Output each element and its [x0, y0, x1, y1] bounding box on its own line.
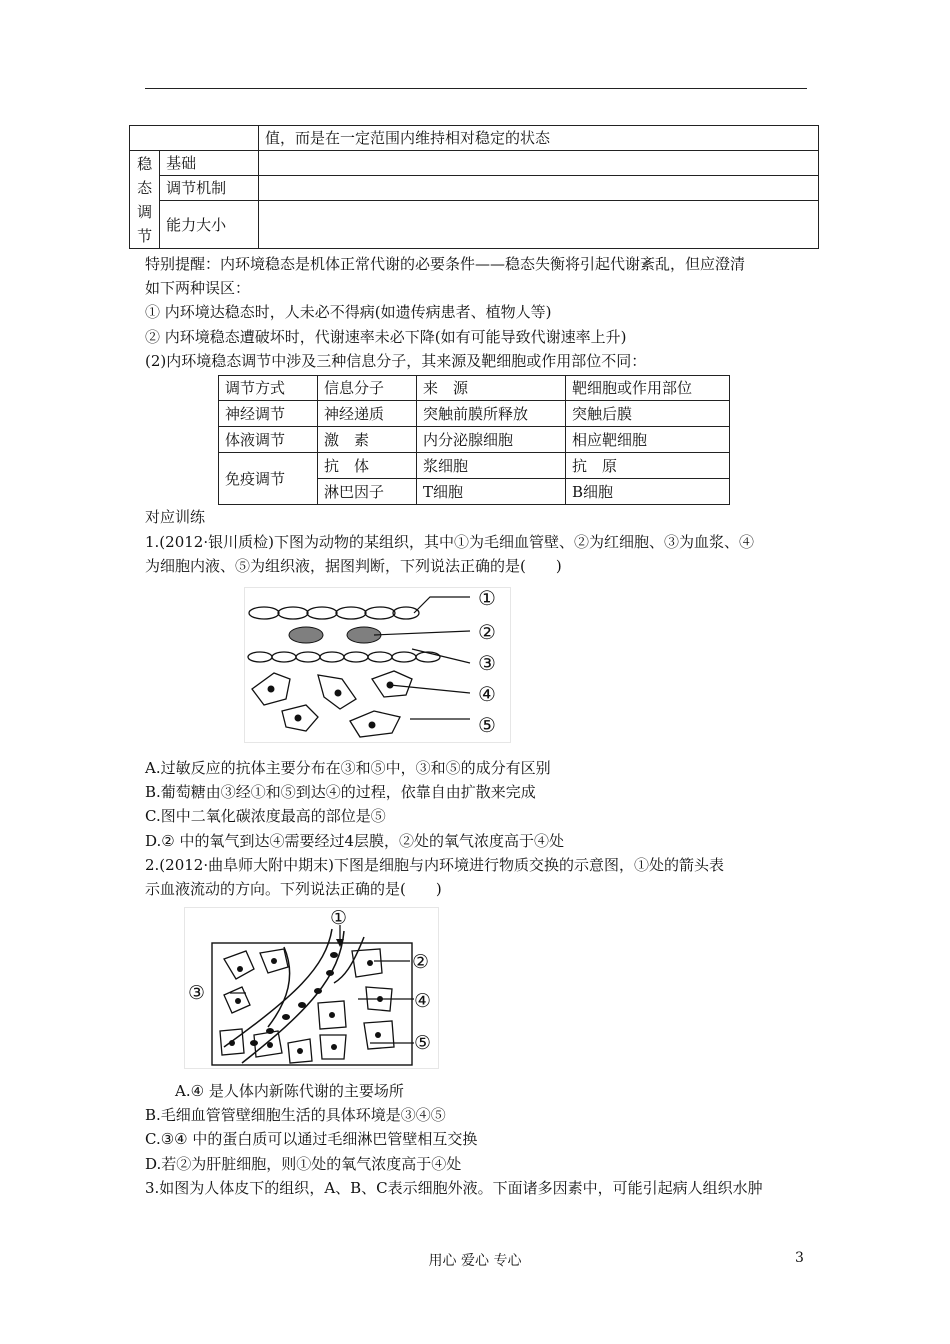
- table1-row-label: 调节机制: [160, 176, 259, 201]
- fig1-label: ①: [478, 587, 496, 610]
- q1-option-a: A.过敏反应的抗体主要分布在③和⑤中，③和⑤的成分有区别: [145, 759, 551, 777]
- q2-line1: 2.(2012·曲阜师大附中期末)下图是细胞与内环境进行物质交换的示意图，①处的箭头表: [145, 856, 724, 874]
- header-rule: [145, 88, 807, 89]
- q1-line1: 1.(2012·银川质检)下图为动物的某组织，其中①为毛细血管壁、②为红细胞、③为血浆、④: [145, 533, 754, 551]
- q2-option-c: C.③④ 中的蛋白质可以通过毛细淋巴管壁相互交换: [145, 1130, 478, 1148]
- table2-cell: 免疫调节: [219, 453, 318, 505]
- side-char: 节: [137, 226, 153, 245]
- table1-row-value: [259, 176, 819, 201]
- table1-side-label: [130, 151, 160, 249]
- label-leaders: [230, 961, 414, 1043]
- table1-empty-cell: [130, 126, 259, 151]
- table2-cell: 激 素: [318, 427, 417, 453]
- table2-cell: 突触后膜: [566, 401, 730, 427]
- fig2-label: ②: [412, 951, 430, 973]
- capillary-wall-top: [249, 607, 419, 619]
- point1: ① 内环境达稳态时，人未必不得病(如遗传病患者、植物人等): [145, 303, 552, 321]
- table2-cell: 相应靶细胞: [566, 427, 730, 453]
- fig1-label: ②: [478, 620, 496, 644]
- q3-line1: 3.如图为人体皮下的组织，A、B、C表示细胞外液。下面诸多因素中，可能引起病人组织水肿: [145, 1179, 763, 1197]
- table2-cell: 神经递质: [318, 401, 417, 427]
- table2-cell: T细胞: [417, 479, 566, 505]
- point2: ② 内环境稳态遭破坏时，代谢速率未必下降(如有可能导致代谢速率上升): [145, 328, 627, 346]
- tip-line1: 特别提醒：内环境稳态是机体正常代谢的必要条件——稳态失衡将引起代谢紊乱，但应澄清: [145, 255, 746, 273]
- q2-option-d: D.若②为肝脏细胞，则①处的氧气浓度高于④处: [145, 1155, 462, 1173]
- red-blood-cell: [289, 627, 323, 643]
- side-char: 态: [137, 178, 153, 197]
- page-number: 3: [795, 1250, 804, 1266]
- table1-row-label: 基础: [160, 151, 259, 176]
- table2-cell: 浆细胞: [417, 453, 566, 479]
- q1-line2: 为细胞内液、⑤为组织液，据图判断，下列说法正确的是( ): [145, 557, 562, 575]
- table2-cell: B细胞: [566, 479, 730, 505]
- table2-cell: 内分泌腺细胞: [417, 427, 566, 453]
- table2-cell: 抗 原: [566, 453, 730, 479]
- footer-text: 用心 爱心 专心: [428, 1253, 522, 1269]
- table1-row-value: [259, 151, 819, 176]
- fig2-label: ⑤: [414, 1032, 432, 1054]
- blood-cells: [229, 952, 383, 1054]
- table2-header: 调节方式: [219, 376, 318, 401]
- table1-row0-text: 值，而是在一定范围内维持相对稳定的状态: [259, 126, 819, 151]
- point3: (2)内环境稳态调节中涉及三种信息分子，其来源及靶细胞或作用部位不同：: [145, 352, 647, 370]
- homeostasis-table: [129, 125, 819, 249]
- fig1-label: ③: [478, 651, 496, 675]
- q2-option-b: B.毛细血管管壁细胞生活的具体环境是③④⑤: [145, 1106, 446, 1124]
- table2-cell: 体液调节: [219, 427, 318, 453]
- table2-cell: 突触前膜所释放: [417, 401, 566, 427]
- tissue-cells: [252, 671, 412, 737]
- tip-line2: 如下两种误区：: [145, 279, 251, 297]
- side-char: 稳: [137, 154, 153, 173]
- table1-row-value: [259, 201, 819, 249]
- table2-header: 信息分子: [318, 376, 417, 401]
- exchange-figure-2: [184, 907, 440, 1070]
- label-leaders: [374, 597, 470, 719]
- signal-molecule-table: [218, 375, 730, 505]
- q2-line2: 示血液流动的方向。下列说法正确的是( ): [145, 880, 442, 898]
- table2-cell: 神经调节: [219, 401, 318, 427]
- capillary-vessel: [224, 929, 364, 1063]
- fig2-label: ③: [188, 982, 206, 1004]
- q2-option-a: A.④ 是人体内新陈代谢的主要场所: [175, 1082, 404, 1100]
- q1-option-d: D.② 中的氧气到达④需要经过4层膜，②处的氧气浓度高于④处: [145, 832, 565, 850]
- tissue-figure-1: [244, 587, 512, 744]
- table2-header: 来 源: [417, 376, 566, 401]
- fig2-label: ④: [414, 990, 432, 1012]
- side-char: 调: [137, 202, 153, 221]
- q1-option-c: C.图中二氧化碳浓度最高的部位是⑤: [145, 807, 386, 825]
- training-heading: 对应训练: [145, 508, 206, 526]
- table1-row-label: 能力大小: [160, 201, 259, 249]
- capillary-wall-bottom: [248, 652, 440, 662]
- q1-option-b: B.葡萄糖由③经①和⑤到达④的过程，依靠自由扩散来完成: [145, 783, 536, 801]
- table2-cell: 淋巴因子: [318, 479, 417, 505]
- fig1-label: ④: [478, 682, 496, 706]
- table2-header: 靶细胞或作用部位: [566, 376, 730, 401]
- fig1-label: ⑤: [478, 713, 496, 737]
- table2-cell: 抗 体: [318, 453, 417, 479]
- fig2-label: ①: [330, 907, 348, 929]
